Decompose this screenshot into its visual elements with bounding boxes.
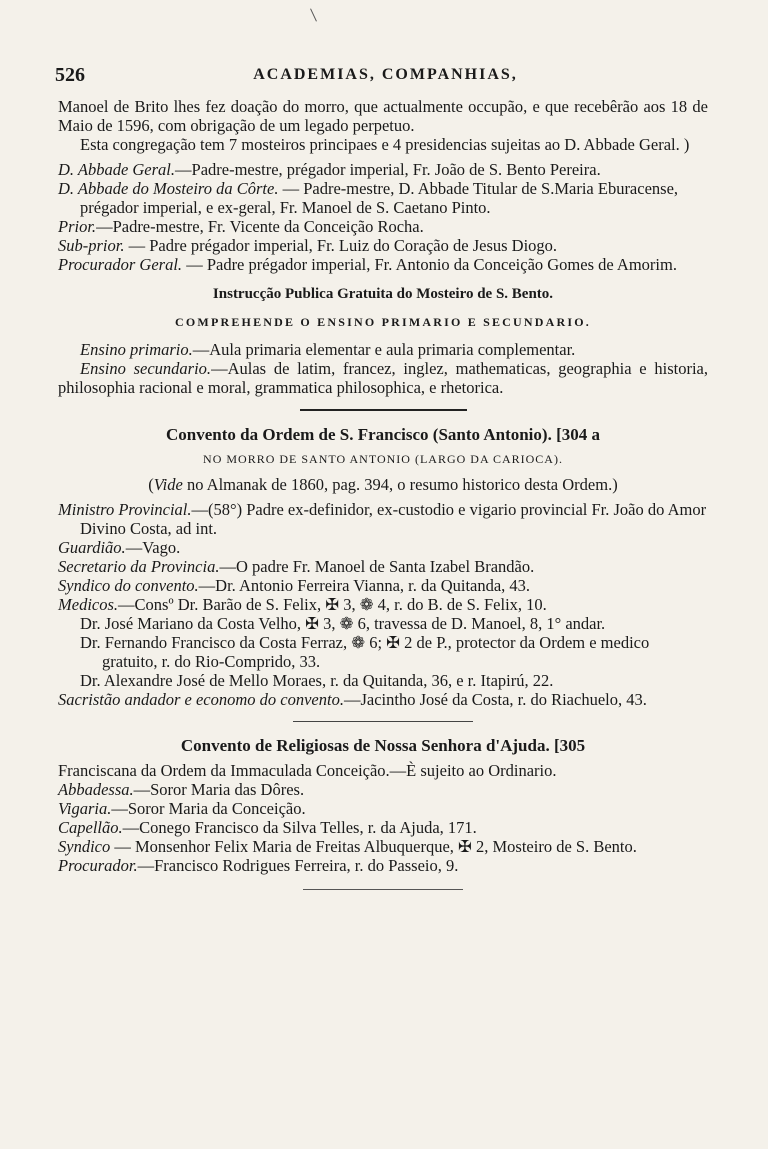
convent-ajuda-intro: Franciscana da Ordem da Immaculada Conceição.—È sujeito ao Ordinario. (58, 761, 557, 780)
convent-francisco-location: NO MORRO DE SANTO ANTONIO (LARGO DA CARIOCA). (203, 452, 563, 466)
entry-procurador-geral: Procurador Geral. — Padre prégador imperial, Fr. Antonio da Conceição Gomes de Amorim. (58, 255, 677, 274)
entry-secretario: Secretario da Provincia.—O padre Fr. Manoel de Santa Izabel Brandão. (58, 557, 535, 576)
section-divider (303, 889, 463, 890)
entry-ministro-provincial: Ministro Provincial.—(58°) Padre ex-definidor, ex-custodio e vigario provincial Fr. João do Amor Divino Costa, ad int. (58, 500, 707, 538)
entry-vigaria: Vigaria.—Soror Maria da Conceição. (58, 799, 306, 818)
entry-guardiao: Guardião.—Vago. (58, 538, 181, 557)
instruction-title: Instrucção Publica Gratuita do Mosteiro de S. Bento. (212, 286, 554, 302)
doctor-entry: Dr. José Mariano da Costa Velho, ✠ 3, ❁ 6, travessa de D. Manoel, 8, 1° andar. (80, 614, 606, 633)
entry-sacristao: Sacristão andador e economo do convento.—Jacintho José da Costa, r. do Riachuelo, 43. (58, 690, 647, 709)
entry-abbadessa: Abbadessa.—Soror Maria das Dôres. (58, 780, 305, 799)
entry-procurador: Procurador.—Francisco Rodrigues Ferreira, r. do Passeio, 9. (58, 856, 459, 875)
entry-sub-prior: Sub-prior. — Padre prégador imperial, Fr. Luiz do Coração de Jesus Diogo. (58, 236, 558, 255)
entry-syndico-convento: Syndico do convento.—Dr. Antonio Ferreira Vianna, r. da Quitanda, 43. (58, 576, 531, 595)
instruction-subtitle: COMPREHENDE O ENSINO PRIMARIO E SECUNDARIO. (175, 315, 591, 329)
entry-abbade-corte: D. Abbade do Mosteiro da Côrte. — Padre-mestre, D. Abbade Titular de S.Maria Eburacense, prégador imperial, e ex-geral, Fr. Manoel de S. Caetano Pinto. (58, 179, 679, 217)
section-divider (300, 409, 467, 411)
section-divider (293, 721, 473, 722)
convent-francisco-title: Convento da Ordem de S. Francisco (Santo Antonio). [304 a (166, 425, 600, 444)
convent-francisco-reference: (Vide no Almanak de 1860, pag. 394, o resumo historico desta Ordem.) (148, 475, 618, 494)
intro-paragraph: Manoel de Brito lhes fez doação do morro, que actualmente occupão, e que recebêrão aos 18 de Maio de 1596, com obrigação de um legado perpetuo. (58, 97, 708, 135)
entry-medicos: Medicos.—Consº Dr. Barão de S. Felix, ✠ 3, ❁ 4, r. do B. de S. Felix, 10. (58, 595, 547, 614)
entry-syndico: Syndico — Monsenhor Felix Maria de Freitas Albuquerque, ✠ 2, Mosteiro de S. Bento. (58, 837, 637, 856)
entry-abbade-geral: D. Abbade Geral.—Padre-mestre, prégador imperial, Fr. João de S. Bento Pereira. (58, 160, 601, 179)
page-number: 526 (55, 64, 85, 86)
intro-paragraph-2: Esta congregação tem 7 mosteiros principaes e 4 presidencias sujeitas ao D. Abbade Geral. ) (80, 135, 690, 154)
doctor-entry: Dr. Fernando Francisco da Costa Ferraz, ❁ 6; ✠ 2 de P., protector da Ordem e medico gratuito, r. do Rio-Comprido, 33. (80, 633, 650, 671)
entry-capellao: Capellão.—Conego Francisco da Silva Telles, r. da Ajuda, 171. (58, 818, 477, 837)
entry-prior: Prior.—Padre-mestre, Fr. Vicente da Conceição Rocha. (58, 217, 424, 236)
ensino-primario: Ensino primario.—Aula primaria elementar e aula primaria complementar. (80, 340, 576, 359)
convent-ajuda-entries (58, 780, 708, 875)
running-title: ACADEMIAS, COMPANHIAS, (253, 66, 518, 83)
doctor-entry: Dr. Alexandre José de Mello Moraes, r. da Quitanda, 36, e r. Itapirú, 22. (80, 671, 554, 690)
convent-ajuda-title: Convento de Religiosas de Nossa Senhora d'Ajuda. [305 (180, 736, 586, 755)
convent-francisco-entries (58, 500, 708, 709)
ink-mark (310, 8, 317, 21)
abbey-entries (58, 160, 708, 274)
ensino-secundario: Ensino secundario.—Aulas de latim, francez, inglez, mathematicas, geographia e historia, philosophia racional e moral, grammatica philosophica, e rhetorica. (58, 359, 708, 397)
page-body (58, 97, 708, 890)
page-header (55, 64, 716, 88)
